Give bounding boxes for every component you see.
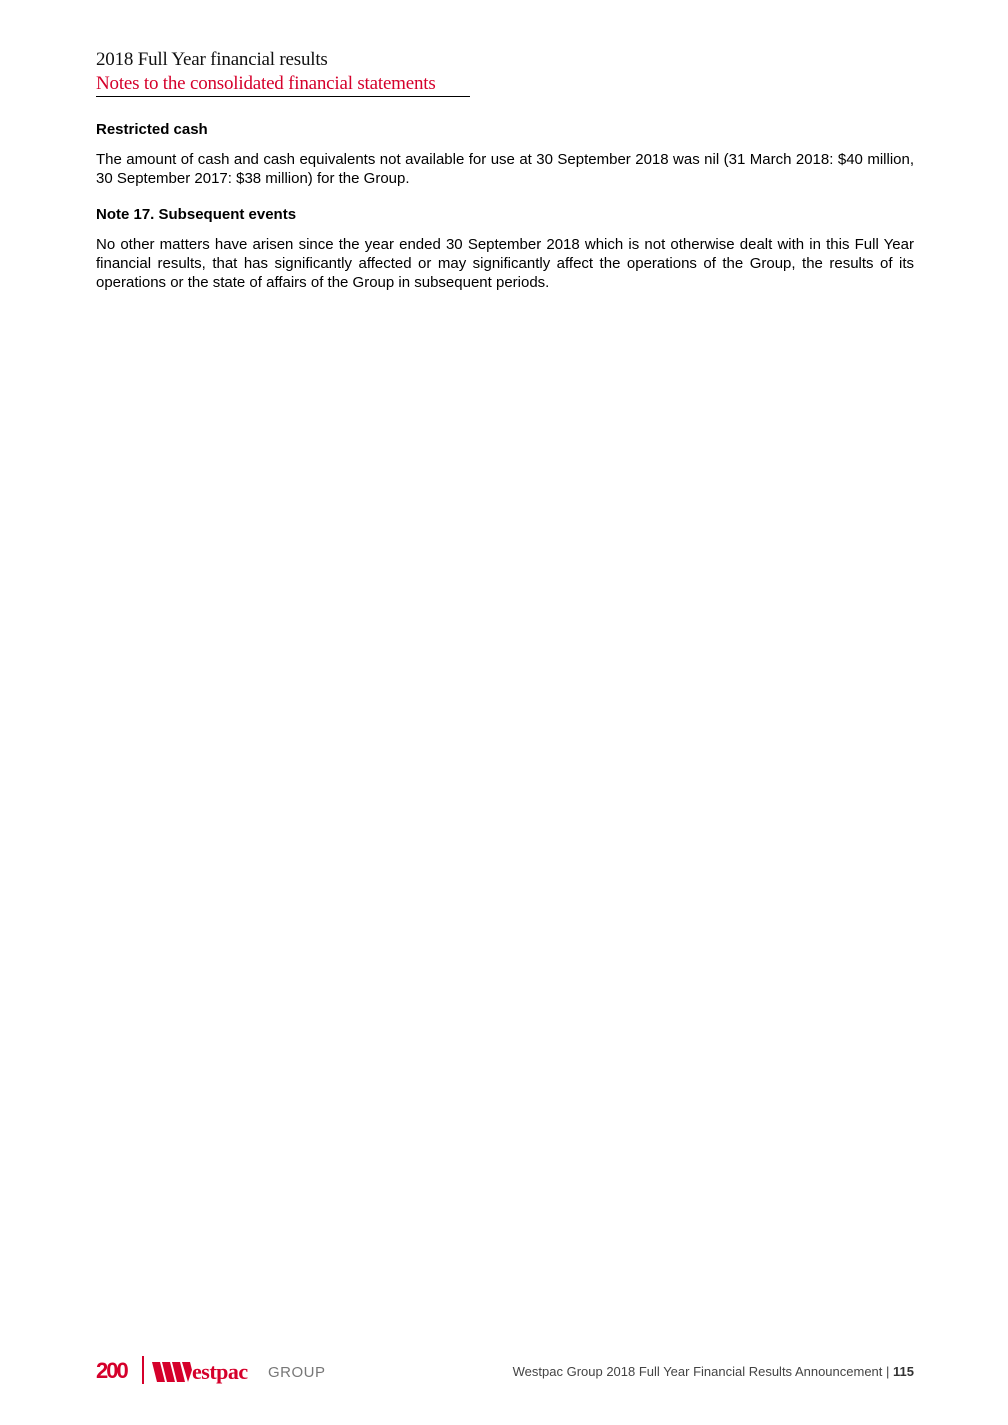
logo-divider [142, 1356, 144, 1384]
section-heading-subsequent-events: Note 17. Subsequent events [96, 206, 297, 223]
section-body-restricted-cash: The amount of cash and cash equivalents not available for use at 30 September 2018 was nil (31 March 2018: $40 million, 30 September 2017: $38 million) for the Group. [96, 151, 914, 187]
page-number: 115 [893, 1364, 914, 1379]
logo-200-text: 200 [96, 1358, 127, 1383]
document-title: 2018 Full Year financial results [96, 49, 328, 70]
footer-announcement-text: Westpac Group 2018 Full Year Financial Results Announcement | [512, 1364, 890, 1379]
page-footer [96, 1356, 914, 1388]
section-body-subsequent-events: No other matters have arisen since the year ended 30 September 2018 which is not otherwise dealt with in this Full Year financial results, that has significantly affected or may significantly affect the operations of the Group, the results of its operations or the state of affairs of the Group in subsequent periods. [96, 236, 914, 291]
westpac-w-logo-icon [152, 1362, 192, 1382]
logo-group-text: GROUP [268, 1364, 326, 1381]
document-subtitle: Notes to the consolidated financial statements [96, 73, 436, 94]
section-heading-restricted-cash: Restricted cash [96, 121, 208, 138]
page-header [96, 48, 470, 97]
page-content [96, 120, 914, 292]
logo-wordmark: estpac [192, 1359, 248, 1384]
footer-announcement [513, 1364, 914, 1379]
header-rule [96, 96, 470, 97]
